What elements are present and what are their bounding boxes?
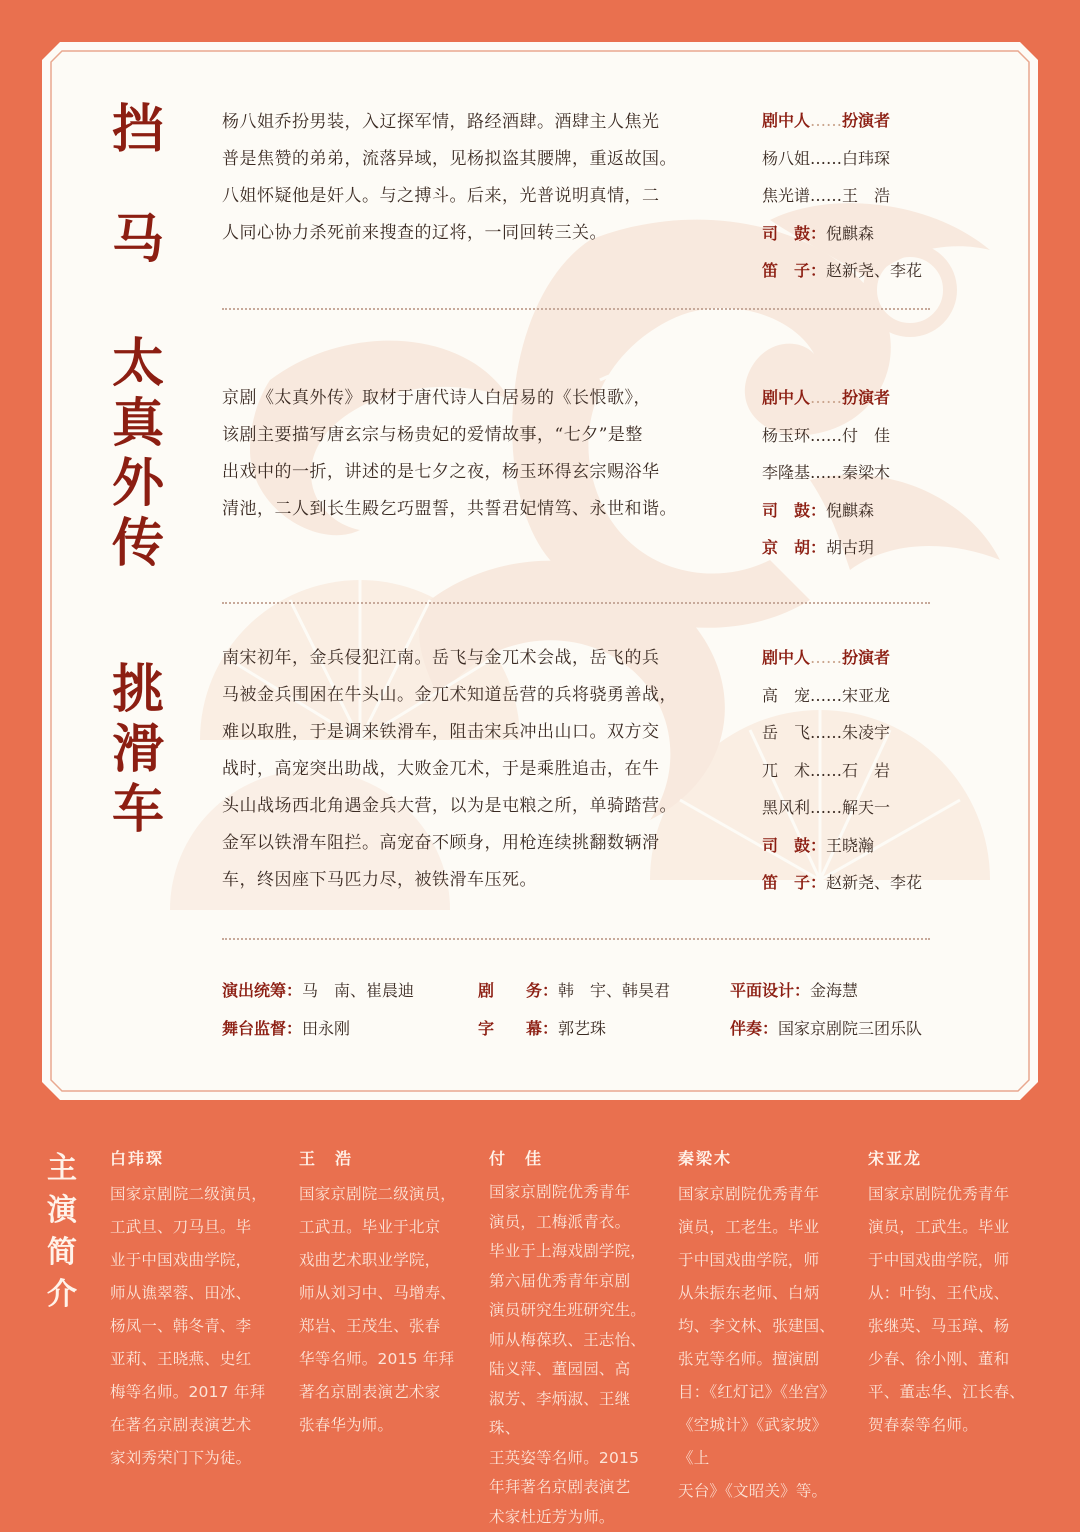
play-title-char: 滑 bbox=[111, 719, 164, 780]
musician-row: 笛 子：赵新尧、李花 bbox=[762, 261, 923, 280]
cast-list-dangma bbox=[762, 102, 1002, 290]
lead-actors-intro-title: 主 演 简 介 bbox=[47, 1151, 77, 1312]
cast-header: 剧中人……扮演者 bbox=[762, 388, 891, 407]
synopsis-line: 难以取胜，于是调来铁滑车，阻击宋兵冲出山口。双方交 bbox=[222, 722, 660, 742]
credit-item: 伴奏：国家京剧院三团乐队 bbox=[730, 1019, 923, 1038]
actor-profile-qin-liangmu bbox=[678, 1146, 848, 1508]
actor-name: 白玮琛 bbox=[110, 1149, 165, 1168]
cast-row: 李隆基……秦梁木 bbox=[762, 463, 891, 482]
synopsis-dangma bbox=[222, 104, 697, 252]
credit-item: 剧 务：韩 宇、韩昊君 bbox=[478, 981, 671, 1000]
musician-row: 京 胡：胡古玥 bbox=[762, 538, 875, 557]
credit-item: 舞台监督：田永刚 bbox=[222, 1019, 351, 1038]
musician-row: 司 鼓：倪麒森 bbox=[762, 223, 875, 243]
synopsis-line: 京剧《太真外传》取材于唐代诗人白居易的《长恨歌》， bbox=[222, 388, 651, 408]
actor-profile-wang-hao bbox=[299, 1146, 469, 1442]
synopsis-line: 金军以铁滑车阻拦。高宠奋不顾身，用枪连续挑翻数辆滑 bbox=[222, 833, 660, 853]
cast-row: 岳 飞……朱凌宇 bbox=[762, 723, 891, 742]
synopsis-line: 战时，高宠突出助战，大败金兀术，于是乘胜追击，在牛 bbox=[222, 759, 660, 779]
cast-row: 黑风利……解天一 bbox=[762, 798, 891, 817]
musician-row: 司 鼓：王晓瀚 bbox=[762, 835, 875, 855]
cast-list-tiao-huache bbox=[762, 639, 1002, 902]
synopsis-line: 南宋初年，金兵侵犯江南。岳飞与金兀术会战，岳飞的兵 bbox=[222, 648, 660, 668]
synopsis-line: 车，终因座下马匹力尽，被铁滑车压死。 bbox=[222, 870, 537, 890]
synopsis-line: 普是焦赞的弟弟，流落异域，见杨拟盗其腰牌，重返故国。 bbox=[222, 149, 677, 169]
play-title-char: 外 bbox=[111, 453, 164, 514]
cast-list-taizhen-waizhuan bbox=[762, 379, 1002, 567]
cast-row: 杨八姐……白玮琛 bbox=[762, 148, 891, 168]
play-title-tiao-huache bbox=[106, 660, 170, 840]
actor-bio: 国家京剧院优秀青年 演员，工梅派青衣。 毕业于上海戏剧学院， 第六届优秀青年京剧 演员研究生班研究生。 师从梅葆玖、王志怡、 陆义萍、董园园、高 淑芳、李炳淑、王继珠、 王英姿等名师。2015 年拜著名京剧表演艺 术家杜近芳为师。 bbox=[489, 1183, 647, 1526]
play-title-char: 车 bbox=[111, 779, 164, 840]
actor-bio: 国家京剧院二级演员， 工武丑。毕业于北京 戏曲艺术职业学院， 师从刘习中、马增寿、 郑岩、王茂生、张春 华等名师。2015 年拜 著名京剧表演艺术家 张春华为师。 bbox=[299, 1185, 457, 1434]
actor-name: 宋亚龙 bbox=[868, 1149, 923, 1168]
section-divider bbox=[222, 602, 930, 604]
play-title-char: 挡 bbox=[111, 99, 164, 160]
synopsis-line: 人同心协力杀死前来搜查的辽将，一同回转三关。 bbox=[222, 223, 607, 243]
synopsis-line: 出戏中的一折，讲述的是七夕之夜，杨玉环得玄宗赐浴华 bbox=[222, 462, 660, 482]
cast-row: 高 宠……宋亚龙 bbox=[762, 685, 891, 705]
cast-row: 杨玉环……付 佳 bbox=[762, 425, 891, 445]
play-title-char: 太 bbox=[111, 333, 164, 394]
play-title-char: 挑 bbox=[111, 659, 164, 720]
cast-row: 焦光谱……王 浩 bbox=[762, 186, 891, 205]
play-title-char: 传 bbox=[111, 513, 164, 574]
actor-profile-bai-weichen bbox=[110, 1146, 280, 1475]
cast-header: 剧中人……扮演者 bbox=[762, 111, 891, 130]
section-divider bbox=[222, 308, 930, 310]
synopsis-tiao-huache bbox=[222, 640, 697, 899]
section-divider bbox=[222, 938, 930, 940]
play-title-char: 马 bbox=[111, 209, 164, 270]
actor-name: 付 佳 bbox=[489, 1149, 544, 1168]
actor-name: 秦梁木 bbox=[678, 1149, 733, 1168]
actor-profile-fu-jia bbox=[489, 1146, 659, 1532]
synopsis-line: 马被金兵围困在牛头山。金兀术知道岳营的兵将骁勇善战， bbox=[222, 685, 677, 705]
credit-item: 平面设计：金海慧 bbox=[730, 981, 859, 1000]
musician-row: 笛 子：赵新尧、李花 bbox=[762, 873, 923, 892]
cast-header: 剧中人……扮演者 bbox=[762, 648, 891, 667]
play-title-taizhen-waizhuan bbox=[106, 334, 170, 574]
synopsis-taizhen-waizhuan bbox=[222, 380, 697, 528]
play-title-dangma bbox=[106, 100, 170, 270]
credit-item: 演出统筹：马 南、崔晨迪 bbox=[222, 981, 415, 1000]
synopsis-line: 该剧主要描写唐玄宗与杨贵妃的爱情故事，“七夕”是整 bbox=[222, 425, 643, 445]
cast-row: 兀 术……石 岩 bbox=[762, 760, 891, 780]
credit-item: 字 幕：郭艺珠 bbox=[478, 1019, 607, 1038]
synopsis-line: 清池，二人到长生殿乞巧盟誓，共誓君妃情笃、永世和谐。 bbox=[222, 499, 677, 519]
play-title-char: 真 bbox=[111, 393, 164, 454]
actor-name: 王 浩 bbox=[299, 1149, 354, 1168]
actor-bio: 国家京剧院二级演员， 工武旦、刀马旦。毕 业于中国戏曲学院， 师从谯翠蓉、田冰、 杨凤一、韩冬青、李 亚莉、王晓燕、史红 梅等名师。2017 年拜 在著名京剧表演艺术 家刘秀荣门下为徒。 bbox=[110, 1185, 268, 1467]
synopsis-line: 头山战场西北角遇金兵大营，以为是屯粮之所，单骑踏营。 bbox=[222, 796, 677, 816]
synopsis-line: 杨八姐乔扮男装，入辽探军情，路经酒肆。酒肆主人焦光 bbox=[222, 112, 660, 132]
synopsis-line: 八姐怀疑他是奸人。与之搏斗。后来，光普说明真情，二 bbox=[222, 186, 660, 206]
musician-row: 司 鼓：倪麒森 bbox=[762, 500, 875, 520]
actor-bio: 国家京剧院优秀青年 演员，工老生。毕业 于中国戏曲学院，师 从朱振东老师、白炳 均、李文林、张建国、 张克等名师。擅演剧 目：《红灯记》《坐宫》 《空城计》《武家坡》《上 天台》《文昭关》等。 bbox=[678, 1185, 836, 1500]
actor-bio: 国家京剧院优秀青年 演员，工武生。毕业 于中国戏曲学院，师 从：叶钧、王代成、 张继英、马玉璋、杨 少春、徐小刚、董和 平、董志华、江长春、 贺春泰等名师。 bbox=[868, 1185, 1026, 1434]
actor-profile-song-yalong bbox=[868, 1146, 1038, 1442]
